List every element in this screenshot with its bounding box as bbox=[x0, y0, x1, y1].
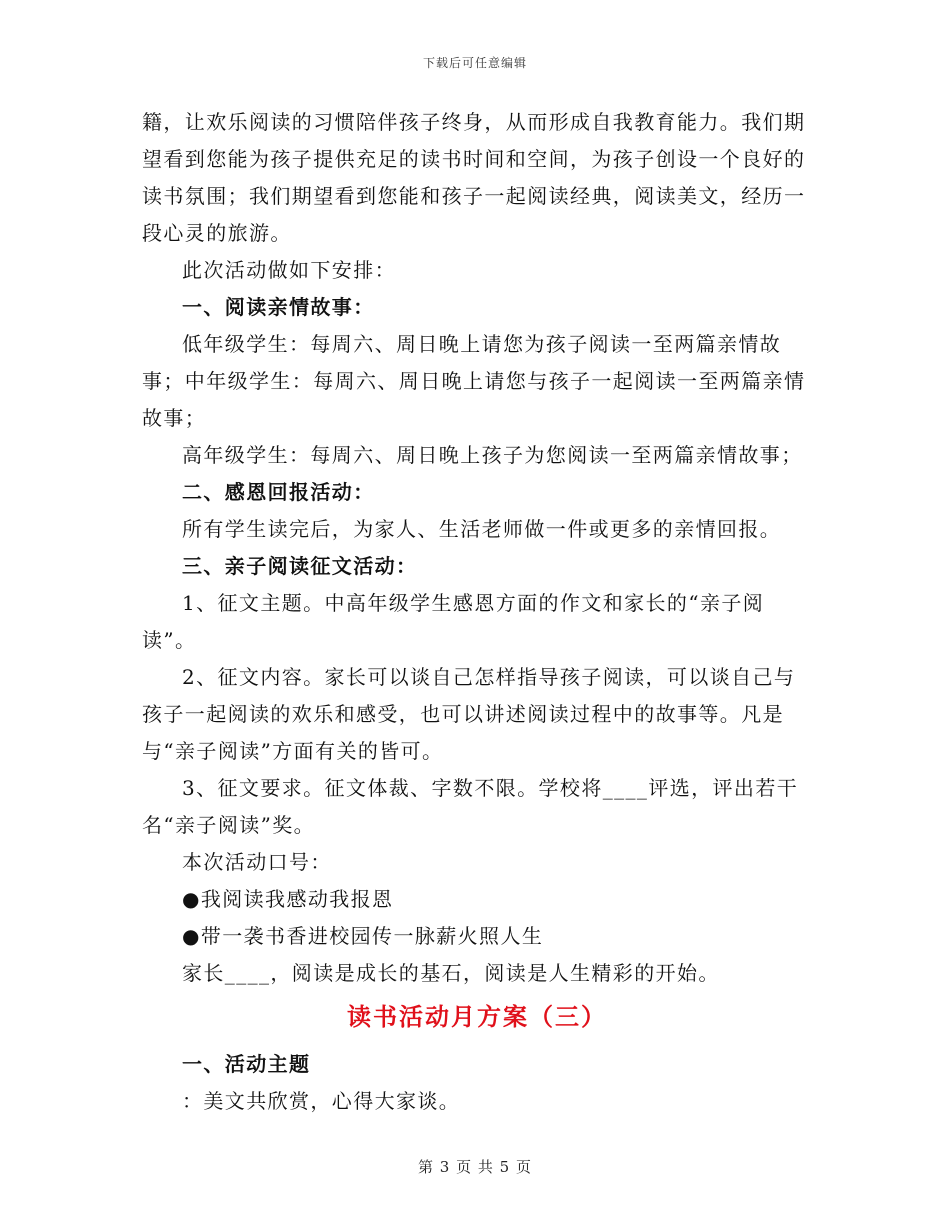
slogan-bullet-2: ●带一袭书香进校园传一脉薪火照人生 bbox=[182, 924, 544, 948]
page-number: 第 3 页 共 5 页 bbox=[418, 1158, 532, 1176]
slogan-bullet-1: ●我阅读我感动我报恩 bbox=[182, 887, 394, 911]
heading-essay-activity: 三、亲子阅读征文活动： bbox=[182, 554, 418, 578]
document-body bbox=[142, 104, 812, 1120]
paragraph-slogan-label: 本次活动口号： bbox=[182, 850, 332, 874]
paragraph-essay-requirements: 3、征文要求。征文体裁、字数不限。学校将____评选，评出若干名“亲子阅读”奖。 bbox=[142, 776, 799, 837]
paragraph-gratitude: 所有学生读完后，为家人、生活老师做一件或更多的亲情回报。 bbox=[182, 517, 782, 541]
paragraph-grades-low-mid: 低年级学生：每周六、周日晚上请您为孩子阅读一至两篇亲情故事；中年级学生：每周六、周日晚上请您与孩子一起阅读一至两篇亲情故事； bbox=[142, 332, 806, 430]
paragraph-grades-high: 高年级学生：每周六、周日晚上孩子为您阅读一至两篇亲情故事； bbox=[182, 443, 803, 467]
paragraph-intro: 籍，让欢乐阅读的习惯陪伴孩子终身，从而形成自我教育能力。我们期望看到您能为孩子提供充足的读书时间和空间，为孩子创设一个良好的读书氛围；我们期望看到您能和孩子一起阅读经典，阅读美文，经历一段心灵的旅游。 bbox=[142, 110, 806, 245]
section-title: 读书活动月方案（三） bbox=[347, 1002, 607, 1031]
paragraph-essay-theme: 1、征文主题。中高年级学生感恩方面的作文和家长的“亲子阅读”。 bbox=[142, 591, 765, 652]
heading-read-family-stories: 一、阅读亲情故事： bbox=[182, 295, 375, 319]
paragraph-essay-content: 2、征文内容。家长可以谈自己怎样指导孩子阅读，可以谈自己与孩子一起阅读的欢乐和感受，也可以讲述阅读过程中的故事等。凡是与“亲子阅读”方面有关的皆可。 bbox=[142, 665, 796, 763]
paragraph-activity-theme: ：美文共欣赏，心得大家谈。 bbox=[182, 1089, 461, 1113]
heading-activity-theme: 一、活动主题 bbox=[182, 1052, 311, 1076]
header-note: 下载后可任意编辑 bbox=[422, 56, 527, 70]
paragraph-parents: 家长____，阅读是成长的基石，阅读是人生精彩的开始。 bbox=[182, 961, 720, 985]
paragraph-arrangement: 此次活动做如下安排： bbox=[182, 258, 396, 282]
heading-gratitude-activity: 二、感恩回报活动： bbox=[182, 480, 375, 504]
